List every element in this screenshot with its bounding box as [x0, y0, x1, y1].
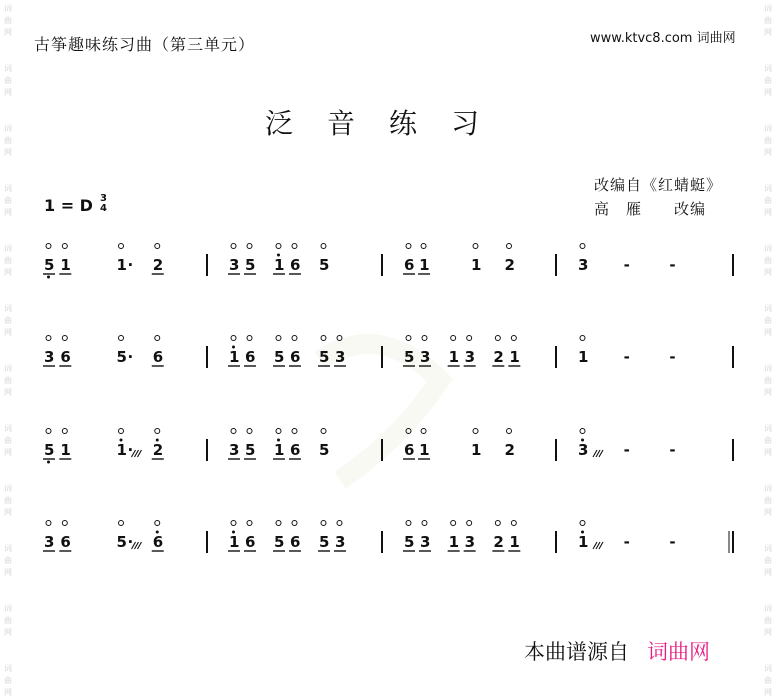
key-signature: 1 = D [44, 196, 93, 215]
edge-watermark-char: 曲 [4, 436, 12, 445]
harmonic-marker [119, 429, 124, 434]
arranger: 高 雁 改编 [594, 200, 707, 218]
harmonic-marker [321, 521, 326, 526]
harmonic-marker [276, 244, 281, 249]
harmonic-marker [119, 336, 124, 341]
edge-watermark-char: 曲 [4, 496, 12, 505]
edge-watermark-char: 曲 [4, 316, 12, 325]
edge-watermark-char: 曲 [764, 436, 772, 445]
note-digit: 5 [274, 533, 285, 551]
harmonic-marker [580, 336, 585, 341]
harmonic-marker [495, 336, 500, 341]
edge-watermark-char: 词 [4, 364, 12, 373]
edge-watermark-char: 词 [4, 124, 12, 133]
note-digit: 3 [44, 533, 55, 551]
footer [524, 636, 710, 666]
edge-watermark-char: 曲 [4, 616, 12, 625]
edge-watermark-char: 词 [4, 664, 12, 673]
edge-watermark-char: 曲 [764, 376, 772, 385]
edge-watermark-char: 词 [764, 544, 772, 553]
arrangement-source: 改编自《红蜻蜓》 [594, 176, 723, 194]
harmonic-marker [406, 521, 411, 526]
harmonic-marker [119, 244, 124, 249]
note-digit: 2 [152, 256, 164, 274]
note-digit: 1 [229, 533, 240, 551]
harmonic-marker [292, 244, 297, 249]
edge-watermark-char: 曲 [4, 676, 12, 685]
harmonic-marker [231, 521, 236, 526]
augmentation-dot: · [127, 441, 134, 459]
edge-watermark-char: 网 [764, 148, 772, 157]
edge-watermark-char: 网 [4, 448, 12, 457]
note-digit: 2 [504, 441, 515, 459]
harmonic-marker [155, 336, 160, 341]
edge-watermark-char: 曲 [4, 376, 12, 385]
harmonic-marker [62, 244, 67, 249]
note-digit: 1 [419, 441, 430, 459]
harmonic-marker [422, 336, 427, 341]
harmonic-marker [406, 336, 411, 341]
harmonic-marker [495, 521, 500, 526]
note-digit: 1 [274, 256, 285, 274]
harmonic-marker [507, 429, 512, 434]
edge-watermark-char: 词 [4, 424, 12, 433]
edge-watermark-char: 词 [764, 484, 772, 493]
harmonic-marker [406, 244, 411, 249]
high-octave-dot [581, 439, 584, 442]
harmonic-marker [511, 521, 516, 526]
note-digit: 1 [116, 256, 127, 274]
note-digit: 5 [116, 533, 127, 551]
edge-watermark-char: 词 [764, 364, 772, 373]
note-digit: 6 [290, 348, 301, 366]
harmonic-marker [580, 521, 585, 526]
footer-brand-link[interactable]: 词曲网 [647, 640, 710, 664]
edge-watermark-char: 曲 [764, 256, 772, 265]
augmentation-dot: · [127, 348, 134, 366]
high-octave-dot [120, 439, 123, 442]
edge-watermark-char: 曲 [764, 556, 772, 565]
note-digit: 6 [152, 533, 164, 551]
harmonic-marker [580, 244, 585, 249]
note-digit: 2 [152, 441, 164, 459]
edge-watermark-char: 曲 [764, 616, 772, 625]
note-digit: 3 [229, 441, 240, 459]
harmonic-marker [321, 336, 326, 341]
note-digit: 6 [60, 533, 71, 551]
edge-watermark-char: 网 [764, 88, 772, 97]
edge-watermark-char: 网 [4, 628, 12, 637]
harmonic-marker [119, 521, 124, 526]
subtitle: 古筝趣味练习曲（第三单元） [34, 35, 256, 54]
time-sig-top: 3 [100, 193, 107, 204]
harmonic-marker [46, 244, 51, 249]
harmonic-marker [422, 521, 427, 526]
harmonic-marker [580, 429, 585, 434]
high-octave-dot [277, 254, 280, 257]
edge-watermark-char: 曲 [764, 676, 772, 685]
edge-watermark-char: 网 [4, 88, 12, 97]
harmonic-marker [473, 429, 478, 434]
harmonic-marker [276, 336, 281, 341]
edge-watermark-char: 网 [764, 388, 772, 397]
edge-watermark-char: 网 [4, 28, 12, 37]
high-octave-dot [232, 531, 235, 534]
page-title: 泛音练习 [264, 107, 513, 140]
harmonic-marker [46, 521, 51, 526]
edge-watermark-char: 曲 [764, 496, 772, 505]
edge-watermark-char: 曲 [4, 136, 12, 145]
note-digit: 3 [335, 348, 346, 366]
edge-watermark-char: 网 [764, 568, 772, 577]
edge-watermark-char: 词 [764, 244, 772, 253]
edge-watermark-char: 曲 [4, 196, 12, 205]
harmonic-marker [155, 429, 160, 434]
high-octave-dot [277, 439, 280, 442]
note-digit: 6 [60, 348, 71, 366]
harmonic-marker [46, 429, 51, 434]
harmonic-marker [231, 429, 236, 434]
harmonic-marker [155, 521, 160, 526]
note-digit: 3 [44, 348, 55, 366]
edge-watermark-char: 词 [764, 184, 772, 193]
harmonic-marker [276, 521, 281, 526]
note-digit: 6 [152, 348, 164, 366]
harmonic-marker [62, 336, 67, 341]
note-digit: 5 [404, 533, 415, 551]
harmonic-marker [467, 336, 472, 341]
harmonic-marker [247, 521, 252, 526]
augmentation-dot: · [127, 256, 134, 274]
note-digit: 6 [290, 533, 301, 551]
note-digit: 6 [290, 441, 301, 459]
edge-watermark-char: 词 [764, 304, 772, 313]
harmonic-marker [231, 336, 236, 341]
harmonic-marker [247, 429, 252, 434]
note-digit: 1 [274, 441, 285, 459]
edge-watermark-char: 词 [764, 664, 772, 673]
harmonic-marker [247, 336, 252, 341]
note-digit: 3 [335, 533, 346, 551]
edge-watermark-char: 曲 [4, 76, 12, 85]
harmonic-marker [292, 336, 297, 341]
note-digit: 1 [60, 256, 71, 274]
sustain-dash: - [623, 533, 630, 551]
edge-watermark-char: 网 [4, 148, 12, 157]
edge-watermark-char: 词 [4, 604, 12, 613]
harmonic-marker [231, 244, 236, 249]
edge-watermark-char: 网 [4, 688, 12, 697]
edge-watermark-char: 曲 [764, 76, 772, 85]
edge-watermark-char: 曲 [764, 196, 772, 205]
high-octave-dot [232, 346, 235, 349]
note-digit: 3 [578, 441, 589, 459]
note-digit: 1 [116, 441, 127, 459]
high-octave-dot [156, 439, 159, 442]
edge-watermark-char: 网 [4, 508, 12, 517]
edge-watermark-char: 词 [4, 484, 12, 493]
harmonic-marker [247, 244, 252, 249]
edge-watermark-char: 词 [764, 424, 772, 433]
harmonic-marker [451, 521, 456, 526]
note-digit: 1 [448, 533, 460, 551]
sustain-dash: - [669, 348, 676, 366]
harmonic-marker [321, 244, 326, 249]
harmonic-marker [321, 429, 326, 434]
note-digit: 1 [509, 348, 520, 366]
edge-watermark-char: 网 [4, 388, 12, 397]
note-digit: 1 [471, 441, 482, 459]
edge-watermark-char: 词 [764, 64, 772, 73]
edge-watermark-char: 网 [4, 328, 12, 337]
footer-source: 本曲谱源自 [524, 640, 629, 664]
edge-watermark-char: 网 [4, 208, 12, 217]
note-digit: 6 [290, 256, 301, 274]
harmonic-marker [507, 244, 512, 249]
note-digit: 5 [319, 533, 330, 551]
edge-watermark-char: 网 [764, 208, 772, 217]
edge-watermark-char: 曲 [4, 256, 12, 265]
augmentation-dot: · [127, 533, 134, 551]
note-digit: 5 [116, 348, 127, 366]
edge-watermark-char: 词 [4, 544, 12, 553]
harmonic-marker [276, 429, 281, 434]
harmonic-marker [421, 244, 426, 249]
edge-watermark-char: 词 [4, 244, 12, 253]
note-digit: 3 [578, 256, 589, 274]
note-digit: 3 [464, 533, 476, 551]
note-digit: 6 [245, 533, 256, 551]
harmonic-marker [46, 336, 51, 341]
note-digit: 3 [420, 348, 431, 366]
harmonic-marker [337, 336, 342, 341]
edge-watermark-char: 网 [764, 508, 772, 517]
harmonic-marker [421, 429, 426, 434]
edge-watermark-char: 词 [4, 304, 12, 313]
edge-watermark-char: 曲 [764, 16, 772, 25]
sustain-dash: - [623, 256, 630, 274]
note-digit: 1 [471, 256, 482, 274]
sustain-dash: - [669, 533, 676, 551]
low-octave-dot [47, 276, 50, 279]
edge-watermark-char: 网 [764, 268, 772, 277]
note-digit: 5 [44, 256, 55, 274]
harmonic-marker [155, 244, 160, 249]
harmonic-marker [406, 429, 411, 434]
note-digit: 5 [319, 441, 330, 459]
note-digit: 1 [448, 348, 460, 366]
note-digit: 5 [274, 348, 285, 366]
edge-watermark-char: 曲 [764, 136, 772, 145]
note-digit: 1 [229, 348, 240, 366]
high-octave-dot [581, 531, 584, 534]
edge-watermark-char: 网 [764, 628, 772, 637]
sustain-dash: - [623, 441, 630, 459]
note-digit: 3 [464, 348, 476, 366]
note-digit: 2 [493, 533, 504, 551]
note-digit: 1 [419, 256, 430, 274]
sustain-dash: - [623, 348, 630, 366]
note-digit: 6 [404, 256, 415, 274]
edge-watermark-char: 词 [764, 4, 772, 13]
high-octave-dot [156, 531, 159, 534]
note-digit: 1 [60, 441, 71, 459]
edge-watermark-char: 网 [764, 328, 772, 337]
harmonic-marker [467, 521, 472, 526]
note-digit: 3 [420, 533, 431, 551]
note-digit: 5 [245, 441, 256, 459]
harmonic-marker [511, 336, 516, 341]
edge-watermark-char: 词 [4, 64, 12, 73]
edge-watermark-char: 词 [4, 4, 12, 13]
harmonic-marker [451, 336, 456, 341]
sustain-dash: - [669, 441, 676, 459]
note-digit: 2 [493, 348, 504, 366]
harmonic-marker [337, 521, 342, 526]
time-sig-bottom: 4 [100, 203, 107, 214]
site-credit[interactable]: www.ktvc8.com 词曲网 [590, 31, 736, 46]
harmonic-marker [62, 429, 67, 434]
note-digit: 5 [404, 348, 415, 366]
note-digit: 1 [578, 348, 589, 366]
note-digit: 3 [229, 256, 240, 274]
note-digit: 5 [44, 441, 55, 459]
note-digit: 5 [319, 256, 330, 274]
low-octave-dot [47, 461, 50, 464]
edge-watermark-char: 网 [764, 448, 772, 457]
edge-watermark-char: 曲 [4, 16, 12, 25]
edge-watermark-char: 词 [4, 184, 12, 193]
sustain-dash: - [669, 256, 676, 274]
note-digit: 1 [578, 533, 589, 551]
edge-watermark-char: 网 [4, 268, 12, 277]
edge-watermark-char: 词 [764, 124, 772, 133]
edge-watermark-char: 曲 [764, 316, 772, 325]
note-digit: 6 [245, 348, 256, 366]
harmonic-marker [62, 521, 67, 526]
note-digit: 6 [404, 441, 415, 459]
edge-watermark-char: 曲 [4, 556, 12, 565]
note-digit: 5 [319, 348, 330, 366]
edge-watermark-char: 词 [764, 604, 772, 613]
edge-watermark-char: 网 [4, 568, 12, 577]
note-digit: 1 [509, 533, 520, 551]
edge-watermark-char: 网 [764, 28, 772, 37]
edge-watermark-char: 网 [764, 688, 772, 697]
note-digit: 5 [245, 256, 256, 274]
harmonic-marker [292, 521, 297, 526]
note-digit: 2 [504, 256, 515, 274]
harmonic-marker [473, 244, 478, 249]
harmonic-marker [292, 429, 297, 434]
